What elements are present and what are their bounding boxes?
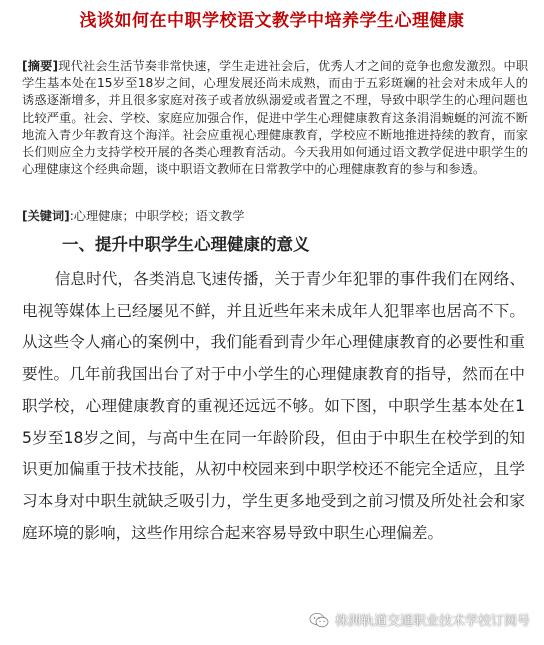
abstract-paragraph xyxy=(22,58,528,178)
wechat-icon xyxy=(309,612,329,628)
article-title: 浅谈如何在中职学校语文教学中培养学生心理健康 xyxy=(79,11,465,31)
body-paragraph: 信息时代，各类消息飞速传播，关于青少年犯罪的事件我们在网络、电视等媒体上已经屡见不鲜，并且近些年来未成年人犯罪率也居高不下。从这些令人痛心的案例中，我们能看到青少年心理健康教育的必要性和重要性。几年前我国出台了对于中小学生的心理健康教育的指导，然而在中职学校，心理健康教育的重视还远远不够。如下图，中职学生基本处在15岁至18岁之间，与高中生在同一年龄阶段，但由于中职生在校学到的知识更加偏重于技术技能，从初中校园来到中职学校还不能完全适应，且学习本身对中职生就缺乏吸引力，学生更多地受到之前习惯及所处社会和家庭环境的影响，这些作用综合起来容易导致中职生心理偏差。 xyxy=(22,270,525,542)
watermark xyxy=(309,610,530,629)
keywords-text: :心理健康；中职学校；语文教学 xyxy=(69,209,245,223)
abstract-label: [摘要] xyxy=(22,59,59,73)
section-heading: 一、提升中职学生心理健康的意义 xyxy=(62,235,310,254)
keywords-label: [关键词] xyxy=(22,209,70,223)
watermark-text: 株洲轨道交通职业技术学校订阅号 xyxy=(334,614,530,629)
keywords-line xyxy=(22,208,528,225)
abstract-text: 现代社会生活节奏非常快速，学生走进社会后，优秀人才之间的竞争也愈发激烈。中职学生基本处在15岁至18岁之间，心理发展还尚未成熟，而由于五彩斑斓的社会对未成年人的诱惑逐渐增多，并且很多家庭对孩子或者放纵溺爱或者置之不理，导致中职学生的心理问题也比较严重。社会、学校、家庭应加强合作，促进中学生心理健康教育这条涓涓蜿蜒的河流不断地流入青少年教育这个海洋。社会应重视心理健康教育，学校应不断地推进持续的教育，而家长们则应全力支持学校开展的各类心理教育活动。今天我用如何通过语文教学促进中职学生的心理健康这个经典命题，谈中职语文教师在日常教学中的心理健康教育的参与和参透。 xyxy=(22,59,529,177)
